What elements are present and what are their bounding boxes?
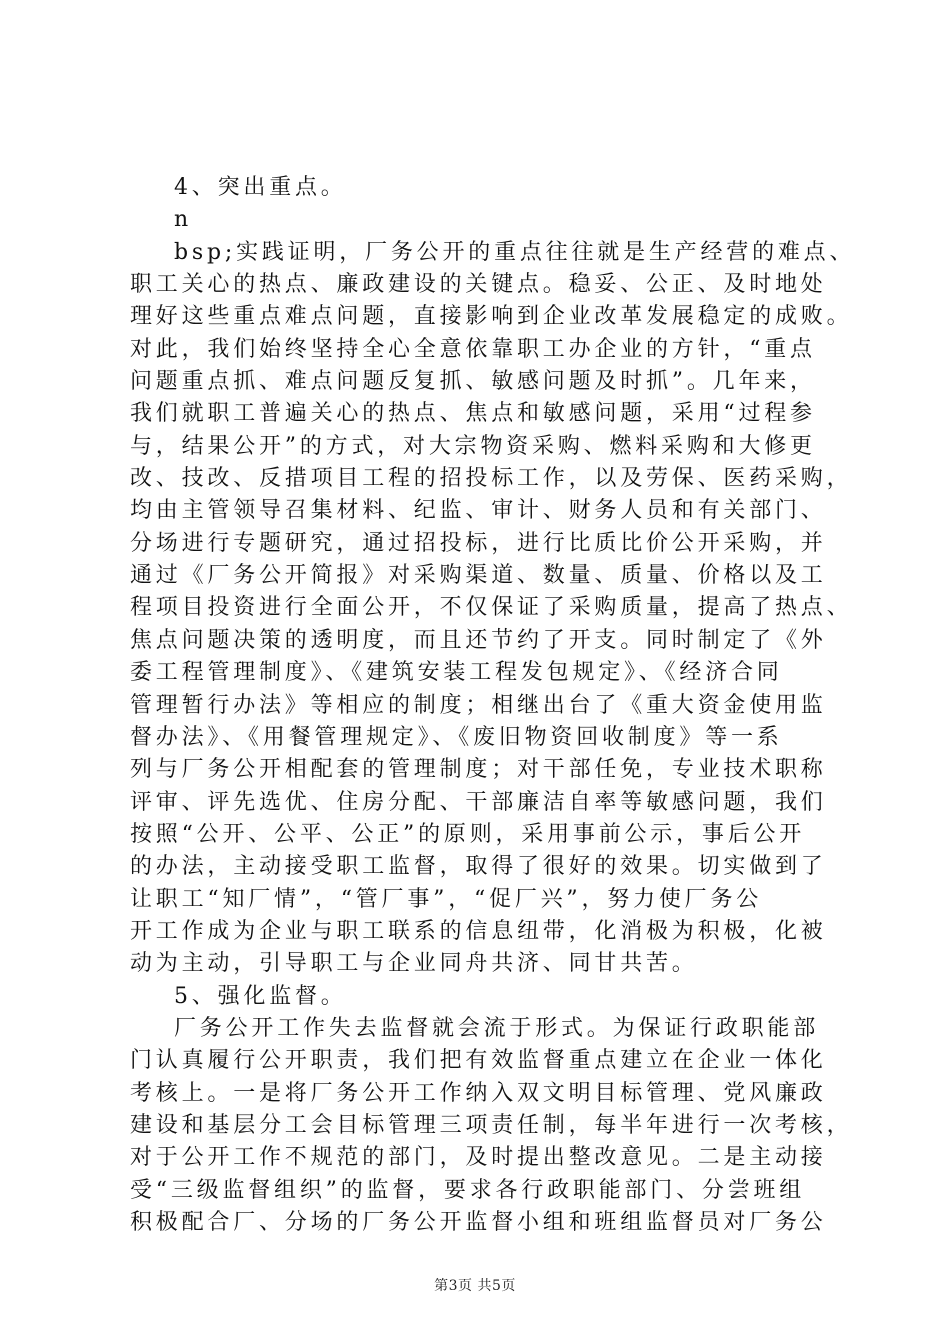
- text-line: 对此，我们始终坚持全心全意依靠职工办企业的方针，“重点: [130, 336, 816, 362]
- text-line: 的办法，主动接受职工监督，取得了很好的效果。切实做到了: [130, 854, 827, 880]
- text-line: 我们就职工普遍关心的热点、焦点和敏感问题，采用“过程参: [130, 401, 816, 427]
- text-line: 列与厂务公开相配套的管理制度；对干部任免，专业技术职称: [130, 757, 827, 783]
- text-line: n: [174, 207, 192, 233]
- text-line: 焦点问题决策的透明度，而且还节约了开支。同时制定了《外: [130, 627, 827, 653]
- section-heading: 4、突出重点。: [174, 175, 347, 200]
- text-line: 职工关心的热点、廉政建设的关键点。稳妥、公正、及时地处: [130, 272, 827, 298]
- text-line: 分场进行专题研究，通过招投标，进行比质比价公开采购，并: [130, 530, 827, 556]
- text-line: bsp;实践证明，厂务公开的重点往往就是生产经营的难点、: [174, 239, 856, 265]
- text-line: 理好这些重点难点问题，直接影响到企业改革发展稳定的成败。: [130, 304, 853, 330]
- section-heading: 5、强化监督。: [174, 983, 347, 1009]
- text-line: 按照“公开、公平、公正”的原则，采用事前公示，事后公开: [130, 821, 806, 847]
- document-body: [130, 172, 856, 1239]
- page-number: 第3页 共5页: [434, 1278, 516, 1294]
- text-line: 让职工“知厂情”，“管厂事”，“促厂兴”，努力使厂务公: [130, 886, 763, 912]
- text-line: 督办法》、《用餐管理规定》、《废旧物资回收制度》等一系: [130, 724, 783, 750]
- text-line: 动为主动，引导职工与企业同舟共济、同甘共苦。: [130, 951, 698, 977]
- text-line: 均由主管领导召集材料、纪监、审计、财务人员和有关部门、: [130, 498, 827, 524]
- text-line: 评审、评先选优、住房分配、干部廉洁自率等敏感问题，我们: [130, 789, 827, 815]
- text-line: 问题重点抓、难点问题反复抓、敏感问题及时抓”。几年来，: [130, 369, 816, 395]
- text-line: 程项目投资进行全面公开，不仅保证了采购质量，提高了热点、: [130, 595, 853, 621]
- text-line: 厂务公开工作失去监督就会流于形式。为保证行政职能部: [174, 1015, 820, 1041]
- text-line: 管理暂行办法》等相应的制度；相继出台了《重大资金使用监: [130, 692, 827, 718]
- page-footer: [0, 1275, 950, 1295]
- text-line: 改、技改、反措项目工程的招投标工作，以及劳保、医药采购，: [130, 466, 853, 492]
- text-line: 对于公开工作不规范的部门，及时提出整改意见。二是主动接: [130, 1145, 827, 1171]
- text-line: 考核上。一是将厂务公开工作纳入双文明目标管理、党风廉政: [130, 1080, 827, 1106]
- text-line: 建设和基层分工会目标管理三项责任制，每半年进行一次考核，: [130, 1112, 853, 1138]
- text-line: 开工作成为企业与职工联系的信息纽带，化消极为积极，化被: [130, 918, 827, 944]
- text-line: 积极配合厂、分场的厂务公开监督小组和班组监督员对厂务公: [130, 1210, 827, 1235]
- text-line: 与，结果公开”的方式，对大宗物资采购、燃料采购和大修更: [130, 433, 816, 459]
- text-line: 受“三级监督组织”的监督，要求各行政职能部门、分尝班组: [130, 1177, 806, 1203]
- text-line: 委工程管理制度》、《建筑安装工程发包规定》、《经济合同: [130, 660, 783, 686]
- text-line: 通过《厂务公开简报》对采购渠道、数量、质量、价格以及工: [130, 563, 827, 589]
- text-line: 门认真履行公开职责，我们把有效监督重点建立在企业一体化: [130, 1048, 827, 1074]
